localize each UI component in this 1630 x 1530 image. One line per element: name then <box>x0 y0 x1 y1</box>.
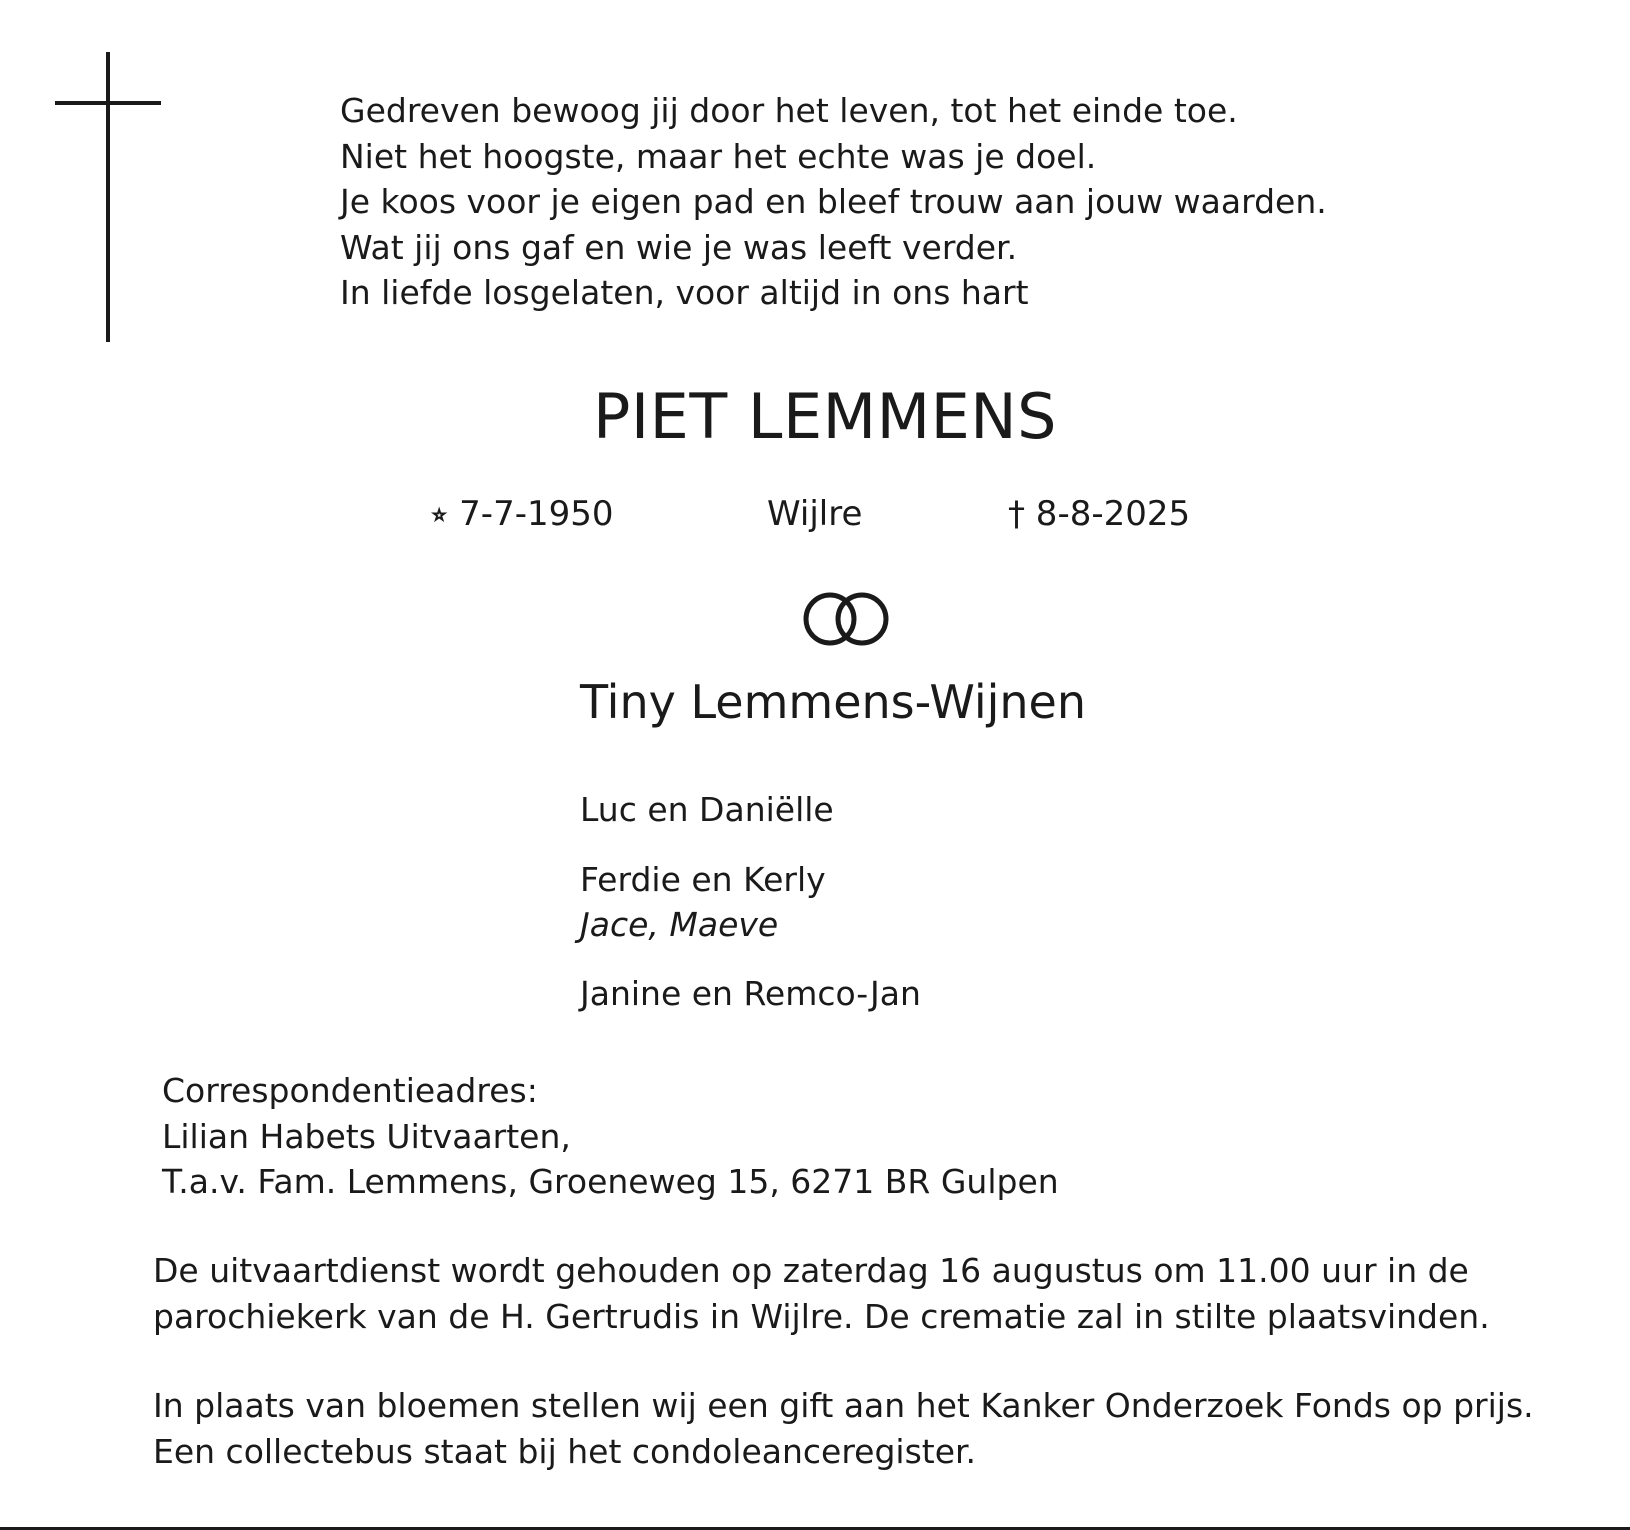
address-line: Lilian Habets Uitvaarten, <box>162 1116 571 1156</box>
service-info <box>153 1248 1490 1339</box>
poem-line: Je koos voor je eigen pad en bleef trouw aan jouw waarden. <box>340 182 1327 221</box>
gift-info <box>153 1383 1534 1474</box>
correspondence-address <box>162 1068 1059 1205</box>
gift-line: In plaats van bloemen stellen wij een gift aan het Kanker Onderzoek Fonds op prijs. <box>153 1386 1534 1425</box>
poem-line: Gedreven bewoog jij door het leven, tot het einde toe. <box>340 91 1238 130</box>
service-line: De uitvaartdienst wordt gehouden op zaterdag 16 augustus om 11.00 uur in de <box>153 1251 1469 1290</box>
residence-place: Wijlre <box>767 494 863 534</box>
gift-line: Een collectebus staat bij het condoleanceregister. <box>153 1431 977 1471</box>
family-entry: Janine en Remco-Jan <box>580 974 921 1013</box>
family-entry: Ferdie en Kerly <box>580 860 826 899</box>
address-line: Correspondentieadres: <box>162 1071 538 1110</box>
poem-line: Niet het hoogste, maar het echte was je doel. <box>340 136 1097 176</box>
death-date: † 8-8-2025 <box>1008 494 1191 534</box>
partner-name: Tiny Lemmens-Wijnen <box>580 675 1086 729</box>
poem-line: In liefde losgelaten, voor altijd in ons hart <box>340 273 1029 312</box>
cross-icon <box>55 52 161 342</box>
deceased-name: PIET LEMMENS <box>592 380 1058 453</box>
poem <box>340 88 1327 316</box>
family-entry: Luc en Daniëlle <box>580 790 834 829</box>
address-line: T.a.v. Fam. Lemmens, Groeneweg 15, 6271 BR Gulpen <box>162 1162 1059 1201</box>
poem-line: Wat jij ons gaf en wie je was leeft verder. <box>340 227 1018 267</box>
grandchildren-entry: Jace, Maeve <box>580 905 779 944</box>
service-line: parochiekerk van de H. Gertrudis in Wijlre. De crematie zal in stilte plaatsvinden. <box>153 1296 1490 1336</box>
birth-date: ⭒ 7-7-1950 <box>430 494 614 534</box>
wedding-rings-icon <box>800 590 892 648</box>
